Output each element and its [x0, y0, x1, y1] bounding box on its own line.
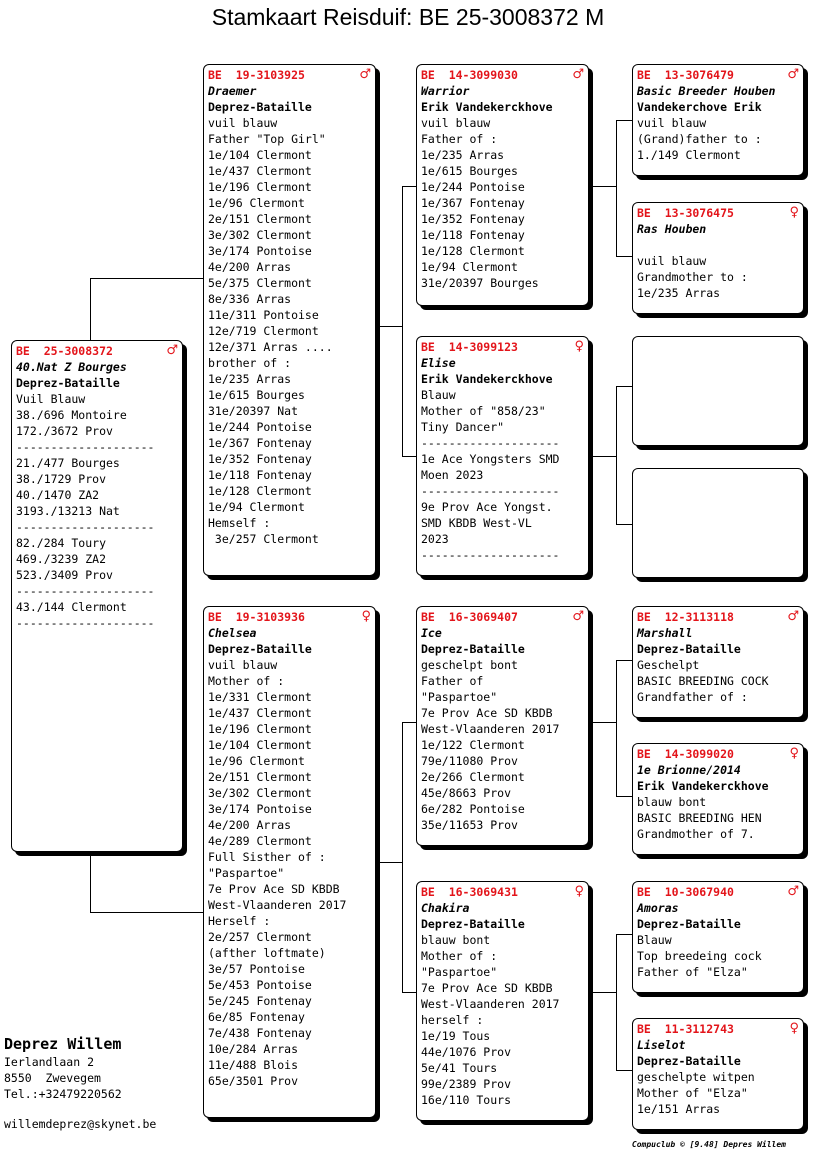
- owner-phone: Tel.:+32479220562: [4, 1087, 122, 1101]
- connector: [616, 386, 617, 524]
- connector: [90, 278, 204, 279]
- pedigree-line: 1e/118 Fontenay: [421, 228, 525, 242]
- owner-block: [4, 1034, 156, 1132]
- breeder-name: Vandekerchove Erik: [637, 100, 762, 114]
- ring-number: BE 13-3076479: [637, 68, 734, 82]
- pedigree-line: 7e/438 Fontenay: [208, 1026, 312, 1040]
- sex-icon: ♀: [789, 1021, 799, 1036]
- pedigree-line: vuil blauw: [208, 658, 278, 672]
- breeder-name: Deprez-Bataille: [637, 917, 741, 931]
- pedigree-line: 6e/282 Pontoise: [421, 802, 525, 816]
- pedigree-line: 79e/11080 Prov: [421, 754, 518, 768]
- connector: [616, 256, 632, 257]
- pigeon-card-subject[interactable]: [11, 340, 183, 852]
- pedigree-line: 469./3239 ZA2: [16, 552, 107, 566]
- pigeon-card-mother[interactable]: [203, 606, 376, 1118]
- pedigree-line: 3e/302 Clermont: [208, 786, 312, 800]
- pigeon-name: Amoras: [637, 901, 679, 915]
- pedigree-line: 40./1470 ZA2: [16, 488, 100, 502]
- pedigree-line: Grandfather of :: [637, 690, 748, 704]
- breeder-name: [637, 237, 799, 253]
- connector: [616, 524, 632, 525]
- pedigree-line: Mother of "858/23": [421, 404, 546, 418]
- connector: [616, 660, 632, 661]
- pedigree-line: 11e/311 Pontoise: [208, 308, 319, 322]
- pedigree-line: 3e/57 Pontoise: [208, 962, 305, 976]
- pedigree-line: 1e/437 Clermont: [208, 164, 312, 178]
- pigeon-name: 40.Nat Z Bourges: [16, 360, 127, 374]
- pedigree-line: 5e/245 Fontenay: [208, 994, 312, 1008]
- pedigree-line: 3193./13213 Nat: [16, 504, 120, 518]
- pedigree-line: (afther loftmate): [208, 946, 326, 960]
- pedigree-line: 38./696 Montoire: [16, 408, 127, 422]
- pigeon-card-mfm[interactable]: [632, 743, 804, 855]
- pedigree-line: vuil blauw: [637, 254, 707, 268]
- pigeon-name: Elise: [421, 356, 456, 370]
- pedigree-line: blauw bont: [637, 795, 707, 809]
- pedigree-line: BASIC BREEDING HEN: [637, 811, 762, 825]
- pigeon-card-empty[interactable]: [632, 468, 804, 578]
- pedigree-line: 7e Prov Ace SD KBDB: [421, 706, 553, 720]
- pigeon-name: Chelsea: [208, 626, 257, 640]
- sex-icon: ♂: [572, 67, 584, 82]
- pedigree-line: "Paspartoe": [208, 866, 285, 880]
- owner-city: 8550 Zwevegem: [4, 1071, 101, 1085]
- sex-icon: ♂: [787, 609, 799, 624]
- pedigree-line: 1e/615 Bourges: [421, 164, 518, 178]
- ring-number: BE 12-3113118: [637, 610, 734, 624]
- pedigree-line: Father of "Elza": [637, 965, 748, 979]
- pedigree-line: 1e/19 Tous: [421, 1029, 491, 1043]
- connector: [402, 186, 417, 187]
- owner-email[interactable]: willemdeprez@skynet.be: [4, 1117, 157, 1131]
- connector: [402, 722, 417, 723]
- pedigree-line: Mother of "Elza": [637, 1086, 748, 1100]
- pedigree-line: 2e/151 Clermont: [208, 770, 312, 784]
- pedigree-line: 1e/128 Clermont: [208, 484, 312, 498]
- pedigree-line: 1e/352 Fontenay: [421, 212, 525, 226]
- pigeon-name: Ice: [421, 626, 442, 640]
- pigeon-name: 1e Brionne/2014: [637, 763, 741, 777]
- pedigree-line: 1e/104 Clermont: [208, 148, 312, 162]
- pedigree-line: 43./144 Clermont: [16, 600, 127, 614]
- connector: [616, 120, 617, 256]
- connector: [402, 992, 417, 993]
- connector: [90, 852, 91, 912]
- page-title: Stamkaart Reisduif: BE 25-3008372 M: [211, 4, 605, 30]
- pedigree-line: 4e/200 Arras: [208, 260, 292, 274]
- breeder-name: Deprez-Bataille: [421, 642, 525, 656]
- pedigree-line: Grandmother of 7.: [637, 827, 755, 841]
- pedigree-line: 1e/235 Arras: [421, 148, 505, 162]
- ring-number: BE 25-3008372: [16, 344, 113, 358]
- pedigree-line: 16e/110 Tours: [421, 1093, 512, 1107]
- pedigree-line: Blauw: [637, 933, 672, 947]
- pedigree-line: 31e/20397 Nat: [208, 404, 299, 418]
- pedigree-line: 10e/284 Arras: [208, 1042, 299, 1056]
- pedigree-line: (Grand)father to :: [637, 132, 762, 146]
- footer-credit: Compuclub © [9.48] Depres Willem: [631, 1140, 786, 1149]
- pigeon-card-fff[interactable]: [632, 64, 804, 176]
- pedigree-line: --------------------: [16, 520, 155, 534]
- pedigree-line: 35e/11653 Prov: [421, 818, 518, 832]
- pedigree-line: --------------------: [421, 436, 560, 450]
- pedigree-line: 5e/41 Tours: [421, 1061, 498, 1075]
- pedigree-line: 21./477 Bourges: [16, 456, 120, 470]
- connector: [616, 386, 632, 387]
- pedigree-line: 2e/151 Clermont: [208, 212, 312, 226]
- pedigree-line: Blauw: [421, 388, 456, 402]
- breeder-name: Erik Vandekerckhove: [421, 372, 553, 386]
- pigeon-card-father[interactable]: [203, 64, 376, 576]
- ring-number: BE 13-3076475: [637, 206, 734, 220]
- pedigree-line: 4e/200 Arras: [208, 818, 292, 832]
- pedigree-line: Tiny Dancer": [421, 420, 505, 434]
- pedigree-line: 172./3672 Prov: [16, 424, 113, 438]
- sex-icon: ♂: [166, 343, 178, 358]
- connector: [616, 934, 617, 1070]
- sex-icon: ♀: [361, 609, 371, 624]
- pedigree-line: herself :: [421, 1013, 484, 1027]
- connector: [402, 722, 403, 992]
- pedigree-line: 38./1729 Prov: [16, 472, 107, 486]
- pigeon-card-mmf[interactable]: [632, 881, 804, 993]
- pedigree-line: 6e/85 Fontenay: [208, 1010, 305, 1024]
- pigeon-card-empty[interactable]: [632, 336, 804, 446]
- pedigree-line: 4e/289 Clermont: [208, 834, 312, 848]
- pedigree-line: "Paspartoe": [421, 965, 498, 979]
- pigeon-name: Draemer: [208, 84, 257, 98]
- pigeon-card-ffm[interactable]: [632, 202, 804, 314]
- pedigree-line: SMD KBDB West-VL: [421, 516, 532, 530]
- pedigree-line: 1e/96 Clermont: [208, 754, 305, 768]
- pedigree-line: geschelpte witpen: [637, 1070, 755, 1084]
- pedigree-line: "Paspartoe": [421, 690, 498, 704]
- pedigree-line: 1e/235 Arras: [208, 372, 292, 386]
- breeder-name: Deprez-Bataille: [421, 917, 525, 931]
- pigeon-card-father-mother[interactable]: [416, 336, 589, 576]
- pedigree-line: 523./3409 Prov: [16, 568, 113, 582]
- pedigree-line: 1e/94 Clermont: [208, 500, 305, 514]
- pedigree-line: blauw bont: [421, 933, 491, 947]
- ring-number: BE 16-3069431: [421, 885, 518, 899]
- breeder-name: Deprez-Bataille: [16, 376, 120, 390]
- sex-icon: ♀: [574, 339, 584, 354]
- pedigree-line: vuil blauw: [637, 116, 707, 130]
- pedigree-line: 12e/719 Clermont: [208, 324, 319, 338]
- pedigree-line: Moen 2023: [421, 468, 484, 482]
- connector: [379, 862, 402, 863]
- pedigree-line: 1e/104 Clermont: [208, 738, 312, 752]
- sex-icon: ♀: [789, 205, 799, 220]
- breeder-name: Erik Vandekerckhove: [421, 100, 553, 114]
- pedigree-line: 1e/151 Arras: [637, 1102, 721, 1116]
- pedigree-line: Full Sisther of :: [208, 850, 326, 864]
- pedigree-line: Father of: [421, 674, 484, 688]
- pedigree-line: 8e/336 Arras: [208, 292, 292, 306]
- pigeon-card-mother-father[interactable]: [416, 606, 589, 846]
- breeder-name: Deprez-Bataille: [637, 1054, 741, 1068]
- ring-number: BE 14-3099030: [421, 68, 518, 82]
- breeder-name: Erik Vandekerckhove: [637, 779, 769, 793]
- owner-street: Ierlandlaan 2: [4, 1055, 95, 1069]
- ring-number: BE 14-3099123: [421, 340, 518, 354]
- pigeon-name: Basic Breeder Houben: [637, 84, 776, 98]
- connector: [616, 796, 632, 797]
- pedigree-line: Geschelpt: [637, 658, 700, 672]
- pedigree-line: 1e/196 Clermont: [208, 722, 312, 736]
- pedigree-line: 5e/375 Clermont: [208, 276, 312, 290]
- pedigree-line: 9e Prov Ace Yongst.: [421, 500, 553, 514]
- pedigree-line: 1e/235 Arras: [637, 286, 721, 300]
- pedigree-line: brother of :: [208, 356, 292, 370]
- sex-icon: ♀: [574, 884, 584, 899]
- pedigree-line: vuil blauw: [421, 116, 491, 130]
- pedigree-line: 11e/488 Blois: [208, 1058, 299, 1072]
- pedigree-line: 1e/331 Clermont: [208, 690, 312, 704]
- pedigree-line: West-Vlaanderen 2017: [421, 997, 560, 1011]
- pedigree-line: 3e/302 Clermont: [208, 228, 312, 242]
- pedigree-line: 45e/8663 Prov: [421, 786, 512, 800]
- pedigree-line: --------------------: [16, 584, 155, 598]
- pedigree-line: 5e/453 Pontoise: [208, 978, 312, 992]
- pigeon-name: Liselot: [637, 1038, 686, 1052]
- pedigree-line: 1e/437 Clermont: [208, 706, 312, 720]
- pedigree-line: 1./149 Clermont: [637, 148, 741, 162]
- pedigree-line: West-Vlaanderen 2017: [421, 722, 560, 736]
- connector: [616, 120, 632, 121]
- pedigree-line: Father "Top Girl": [208, 132, 326, 146]
- pedigree-line: --------------------: [421, 548, 560, 562]
- ring-number: BE 19-3103925: [208, 68, 305, 82]
- pedigree-line: 1e/352 Fontenay: [208, 452, 312, 466]
- pedigree-line: 2023: [421, 532, 449, 546]
- connector: [402, 186, 403, 456]
- pedigree-line: --------------------: [421, 484, 560, 498]
- ring-number: BE 14-3099020: [637, 747, 734, 761]
- connector: [379, 326, 402, 327]
- pigeon-name: Marshall: [637, 626, 693, 640]
- pedigree-line: 2e/257 Clermont: [208, 930, 312, 944]
- pigeon-card-mother-mother[interactable]: [416, 881, 589, 1121]
- ring-number: BE 11-3112743: [637, 1022, 734, 1036]
- connector: [592, 186, 616, 187]
- pedigree-line: 1e Ace Yongsters SMD: [421, 452, 560, 466]
- pedigree-line: Grandmother to :: [637, 270, 748, 284]
- sex-icon: ♂: [787, 67, 799, 82]
- pedigree-line: 1e/94 Clermont: [421, 260, 518, 274]
- pigeon-name: Warrior: [421, 84, 470, 98]
- pedigree-line: 1e/196 Clermont: [208, 180, 312, 194]
- pigeon-card-mmm[interactable]: [632, 1018, 804, 1130]
- connector: [402, 456, 417, 457]
- pedigree-line: 12e/371 Arras ....: [208, 340, 333, 354]
- ring-number: BE 10-3067940: [637, 885, 734, 899]
- pedigree-line: 65e/3501 Prov: [208, 1074, 299, 1088]
- pedigree-line: Top breedeing cock: [637, 949, 762, 963]
- pedigree-line: 1e/367 Fontenay: [421, 196, 525, 210]
- pedigree-line: 3e/174 Pontoise: [208, 244, 312, 258]
- pedigree-line: 3e/174 Pontoise: [208, 802, 312, 816]
- pedigree-line: 7e Prov Ace SD KBDB: [208, 882, 340, 896]
- breeder-name: Deprez-Bataille: [637, 642, 741, 656]
- sex-icon: ♀: [789, 746, 799, 761]
- connector: [90, 912, 204, 913]
- pedigree-line: Father of :: [421, 132, 498, 146]
- pedigree-line: 1e/118 Fontenay: [208, 468, 312, 482]
- pedigree-line: 1e/96 Clermont: [208, 196, 305, 210]
- pigeon-name: Ras Houben: [637, 222, 707, 236]
- pedigree-line: 99e/2389 Prov: [421, 1077, 512, 1091]
- pedigree-line: 1e/128 Clermont: [421, 244, 525, 258]
- pedigree-line: --------------------: [16, 616, 155, 630]
- connector: [616, 660, 617, 796]
- connector: [616, 1070, 632, 1071]
- pedigree-line: --------------------: [16, 440, 155, 454]
- pedigree-line: Mother of :: [421, 949, 498, 963]
- pedigree-line: 1e/615 Bourges: [208, 388, 305, 402]
- connector: [592, 722, 616, 723]
- pedigree-line: Hemself :: [208, 516, 271, 530]
- ring-number: BE 19-3103936: [208, 610, 305, 624]
- sex-icon: ♂: [572, 609, 584, 624]
- breeder-name: Deprez-Bataille: [208, 642, 312, 656]
- breeder-name: Deprez-Bataille: [208, 100, 312, 114]
- sex-icon: ♂: [359, 67, 371, 82]
- pedigree-line: Vuil Blauw: [16, 392, 86, 406]
- pedigree-line: geschelpt bont: [421, 658, 518, 672]
- pedigree-line: 1e/122 Clermont: [421, 738, 525, 752]
- pedigree-line: 1e/244 Pontoise: [208, 420, 312, 434]
- pedigree-line: 44e/1076 Prov: [421, 1045, 512, 1059]
- pigeon-card-mff[interactable]: [632, 606, 804, 718]
- pedigree-line: Herself :: [208, 914, 271, 928]
- connector: [616, 934, 632, 935]
- connector: [592, 456, 616, 457]
- pedigree-line: 1e/367 Fontenay: [208, 436, 312, 450]
- pedigree-line: 2e/266 Clermont: [421, 770, 525, 784]
- pedigree-line: Mother of :: [208, 674, 285, 688]
- sex-icon: ♂: [787, 884, 799, 899]
- pigeon-name: Chakira: [421, 901, 470, 915]
- connector: [90, 278, 91, 342]
- pedigree-line: BASIC BREEDING COCK: [637, 674, 769, 688]
- pigeon-card-father-father[interactable]: [416, 64, 589, 306]
- pedigree-line: 1e/244 Pontoise: [421, 180, 525, 194]
- pedigree-line: 82./284 Toury: [16, 536, 107, 550]
- pedigree-line: 31e/20397 Bourges: [421, 276, 539, 290]
- pedigree-line: West-Vlaanderen 2017: [208, 898, 347, 912]
- pedigree-line: 3e/257 Clermont: [208, 532, 319, 546]
- pedigree-line: 7e Prov Ace SD KBDB: [421, 981, 553, 995]
- owner-name: Deprez Willem: [4, 1035, 122, 1053]
- ring-number: BE 16-3069407: [421, 610, 518, 624]
- connector: [592, 992, 616, 993]
- pedigree-line: vuil blauw: [208, 116, 278, 130]
